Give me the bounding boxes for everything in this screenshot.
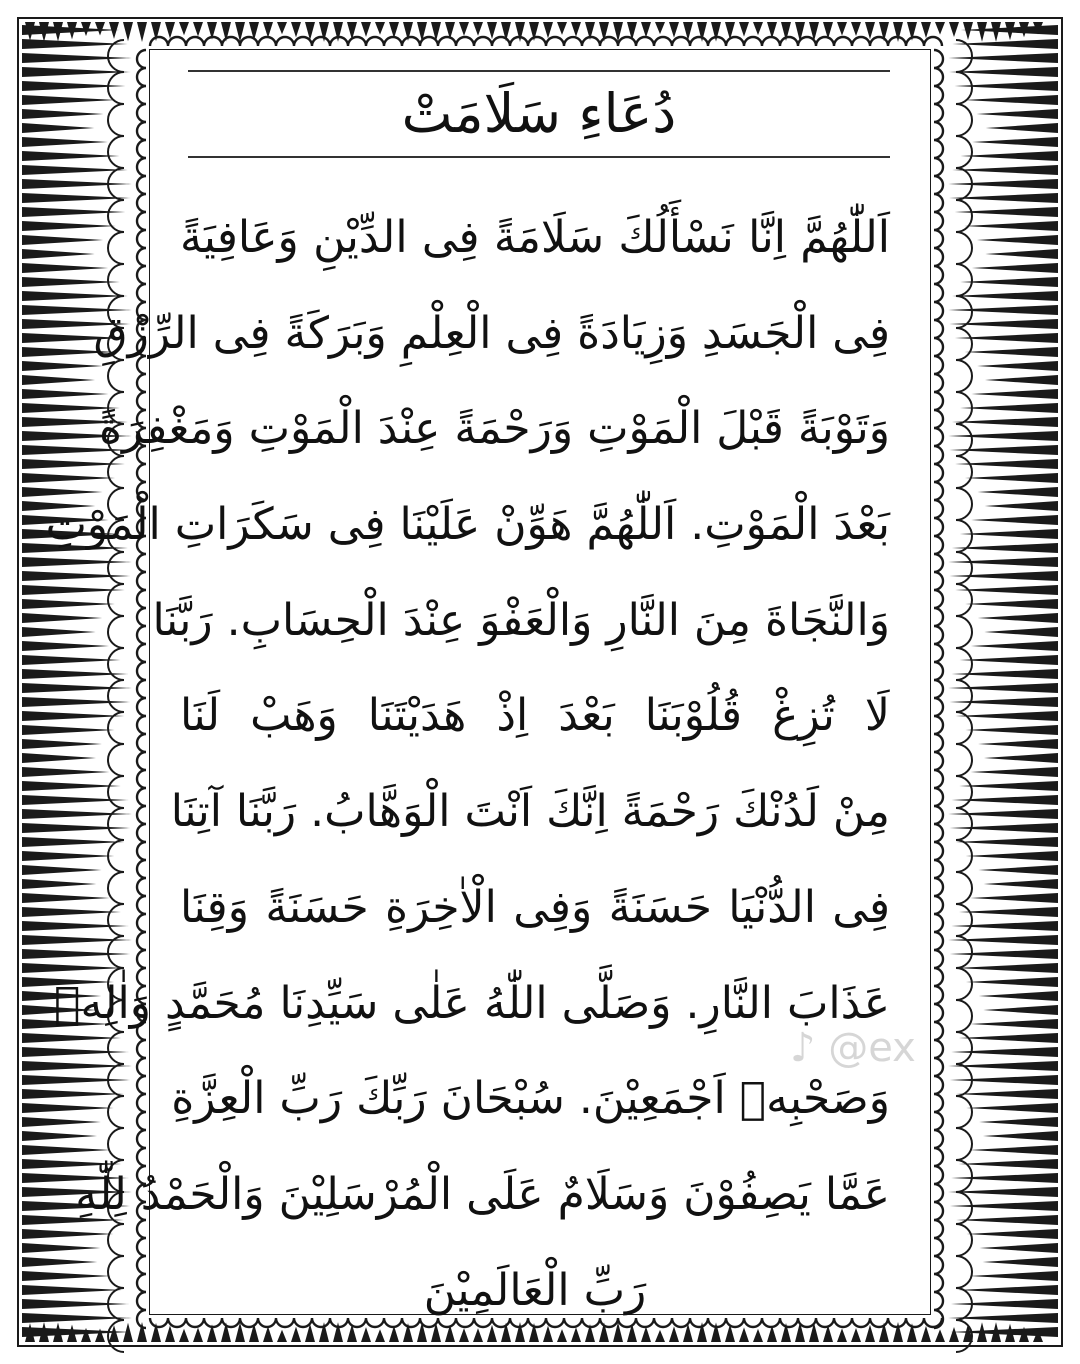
text-line: بَعْدَ الْمَوْتِ. اَللّٰهُمَّ هَوِّنْ عَلَيْنَا فِى سَكَرَاتِ الْمَوْتِ bbox=[45, 499, 890, 551]
text-line: وَصَحْبِهٖ اَجْمَعِيْنَ. سُبْحَانَ رَبِّكَ رَبِّ الْعِزَّةِ bbox=[171, 1073, 890, 1125]
text-line: فِى الدُّنْيَا حَسَنَةً وَفِى الْاٰخِرَةِ حَسَنَةً وَقِنَا bbox=[180, 881, 890, 933]
text-line: فِى الْجَسَدِ وَزِيَادَةً فِى الْعِلْمِ وَبَرَكَةً فِى الرِّزْقِ bbox=[93, 307, 890, 359]
text-line: مِنْ لَدُنْكَ رَحْمَةً اِنَّكَ اَنْتَ الْوَهَّابُ. رَبَّنَا آتِنَا bbox=[170, 786, 890, 838]
text-line: عَمَّا يَصِفُوْنَ وَسَلَامٌ عَلَى الْمُرْسَلِيْنَ وَالْحَمْدُ لِلّٰهِ bbox=[75, 1168, 890, 1220]
text-line: رَبِّ الْعَالَمِيْنَ bbox=[423, 1264, 647, 1316]
page-title: دُعَاءِ سَلَامَتْ bbox=[401, 82, 677, 145]
watermark: ♪ @ex bbox=[790, 1025, 916, 1071]
frame-right-spikes bbox=[948, 25, 1058, 1337]
title-top-rule bbox=[188, 70, 890, 72]
text-line: لَا تُزِغْ قُلُوْبَنَا بَعْدَ اِذْ هَدَيْتَنَا وَهَبْ لَنَا bbox=[180, 690, 890, 742]
prayer-text bbox=[45, 190, 890, 1338]
text-line: عَذَابَ النَّارِ. وَصَلَّى اللّٰهُ عَلٰى سَيِّدِنَا مُحَمَّدٍ وَاٰلِهٖ bbox=[54, 977, 890, 1029]
frame-left-spikes bbox=[22, 25, 132, 1337]
text-line: وَالنَّجَاةَ مِنَ النَّارِ وَالْعَفْوَ عِنْدَ الْحِسَابِ. رَبَّنَا bbox=[152, 594, 890, 646]
title-bottom-rule bbox=[188, 156, 890, 158]
text-line: وَتَوْبَةً قَبْلَ الْمَوْتِ وَرَحْمَةً عِنْدَ الْمَوْتِ وَمَغْفِرَةً bbox=[98, 403, 890, 455]
text-panel bbox=[45, 50, 930, 1316]
text-line: اَللّٰهُمَّ اِنَّا نَسْأَلُكَ سَلَامَةً فِى الدِّيْنِ وَعَافِيَةً bbox=[180, 212, 890, 263]
